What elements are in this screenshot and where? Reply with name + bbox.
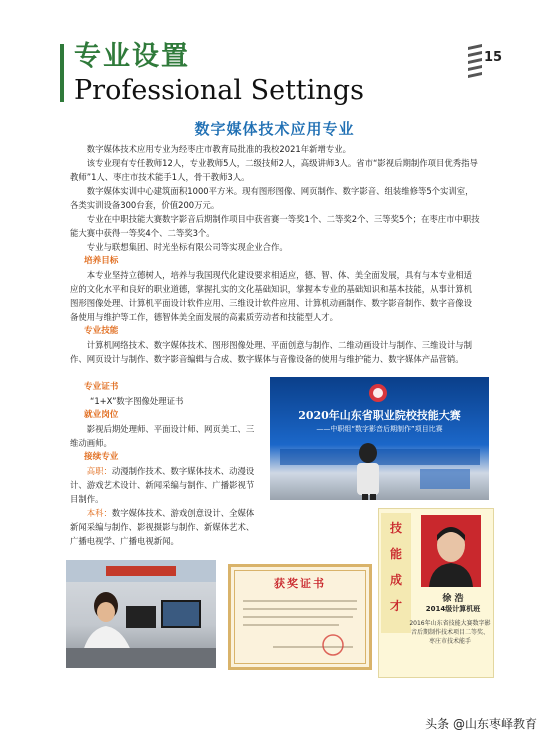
- honor-class: 2014级计算机班: [425, 605, 481, 613]
- watermark: 头条 @山东枣峄教育: [425, 717, 537, 731]
- honor-portrait: [421, 515, 481, 587]
- cert-text: “1+X”数字图像处理证书: [90, 396, 184, 406]
- honor-char-3: 成: [389, 573, 402, 587]
- certificate-title: 获奖证书: [274, 577, 326, 590]
- goal-text: 本专业坚持立德树人，培养与我国现代化建设要求相适应，德、智、体、美全面发展，具有与本专业相适应的文化水平和良好的职业道德，掌握扎实的文化基础知识，掌握本专业的基础知识和基本技能，从事计算机图形图像处理、计算机平面设计软件应用、三维设计软件应用、计算机动画制作、数字影音制作、数字音像设备使用与维护等工作，德智体美全面发展的高素质劳动者和技能型人才。: [70, 270, 473, 322]
- honor-desc: 2016年山东省技能大赛数字影音后期制作技术项目二等奖、枣庄市技术能手: [409, 620, 491, 645]
- honor-name: 徐 浩: [442, 594, 464, 604]
- higher-text: 动漫制作技术、数字媒体技术、动漫设计、游戏艺术设计、新闻采编与制作、广播影视节目制作。: [70, 466, 255, 504]
- job-label: 就业岗位: [84, 410, 119, 420]
- contest-subtitle: ——中职组“数字影音后期制作”项目比赛: [316, 425, 443, 433]
- intro-paragraph-1: 数字媒体技术应用专业为经枣庄市教育局批准的我校2021年新增专业。: [86, 144, 351, 154]
- goal-label: 培养目标: [84, 256, 119, 266]
- bachelor-block: [70, 506, 260, 548]
- intro-paragraph-5: 专业与联想集团、时光坐标有限公司等实现企业合作。: [86, 242, 288, 252]
- connect-label: 接续专业: [84, 452, 119, 462]
- honor-char-1: 技: [389, 521, 402, 535]
- higher-label: 高职：: [86, 466, 112, 476]
- job-text: 影视后期处理师、平面设计师、网页美工、三维动画师。: [70, 424, 255, 448]
- intro-paragraph-4: 专业在中职技能大赛数字影音后期制作项目中获省赛一等奖1个、二等奖2个、三等奖5个；在枣庄市中职技能大赛中获得一等奖4个、二等奖3个。: [70, 214, 480, 238]
- bachelor-label: 本科：: [86, 508, 112, 518]
- section-subtitle: 数字媒体技术应用专业: [194, 120, 355, 138]
- award-certificate: [228, 564, 372, 670]
- honor-char-4: 才: [389, 599, 402, 613]
- honor-char-2: 能: [389, 547, 402, 561]
- header-accent-bar: [60, 44, 64, 102]
- honor-vertical-strip: [381, 513, 411, 633]
- cert-label: 专业证书: [84, 382, 119, 392]
- page-title-cn: 专业设置: [74, 41, 190, 72]
- skill-label: 专业技能: [84, 326, 119, 336]
- bachelor-text: 数字媒体技术、游戏创意设计、全媒体新闻采编与制作、影视摄影与制作、新媒体艺术、广播电视学、广播电视新闻。: [70, 508, 255, 546]
- page-title-en: Professional Settings: [74, 75, 364, 106]
- contest-title: 2020年山东省职业院校技能大赛: [298, 409, 461, 422]
- higher-block: [70, 464, 260, 506]
- classroom-photo: [66, 560, 216, 668]
- page-number: 15: [484, 50, 503, 65]
- skill-text: 计算机网络技术、数字媒体技术、图形图像处理、平面创意与制作、二维动画设计与制作、三维设计与制作、网页设计与制作、数字影音编辑与合成、数字媒体与音像设备的使用与维护能力、数字媒体产品营销。: [70, 340, 473, 364]
- honor-card: [378, 508, 494, 678]
- intro-paragraph-2: 该专业现有专任教师12人，专业教师5人，二级技师2人，高级讲师3人。省市“影视后期制作项目优秀指导教师”1人、枣庄市技术能手1人，骨干教师3人。: [70, 158, 478, 182]
- contest-photo: [270, 377, 489, 500]
- intro-paragraph-3: 数字媒体实训中心建筑面积1000平方米。现有图形图像、网页制作、数字影音、组装维修等5个实训室，各类实训设备300台套，价值200万元。: [70, 186, 474, 210]
